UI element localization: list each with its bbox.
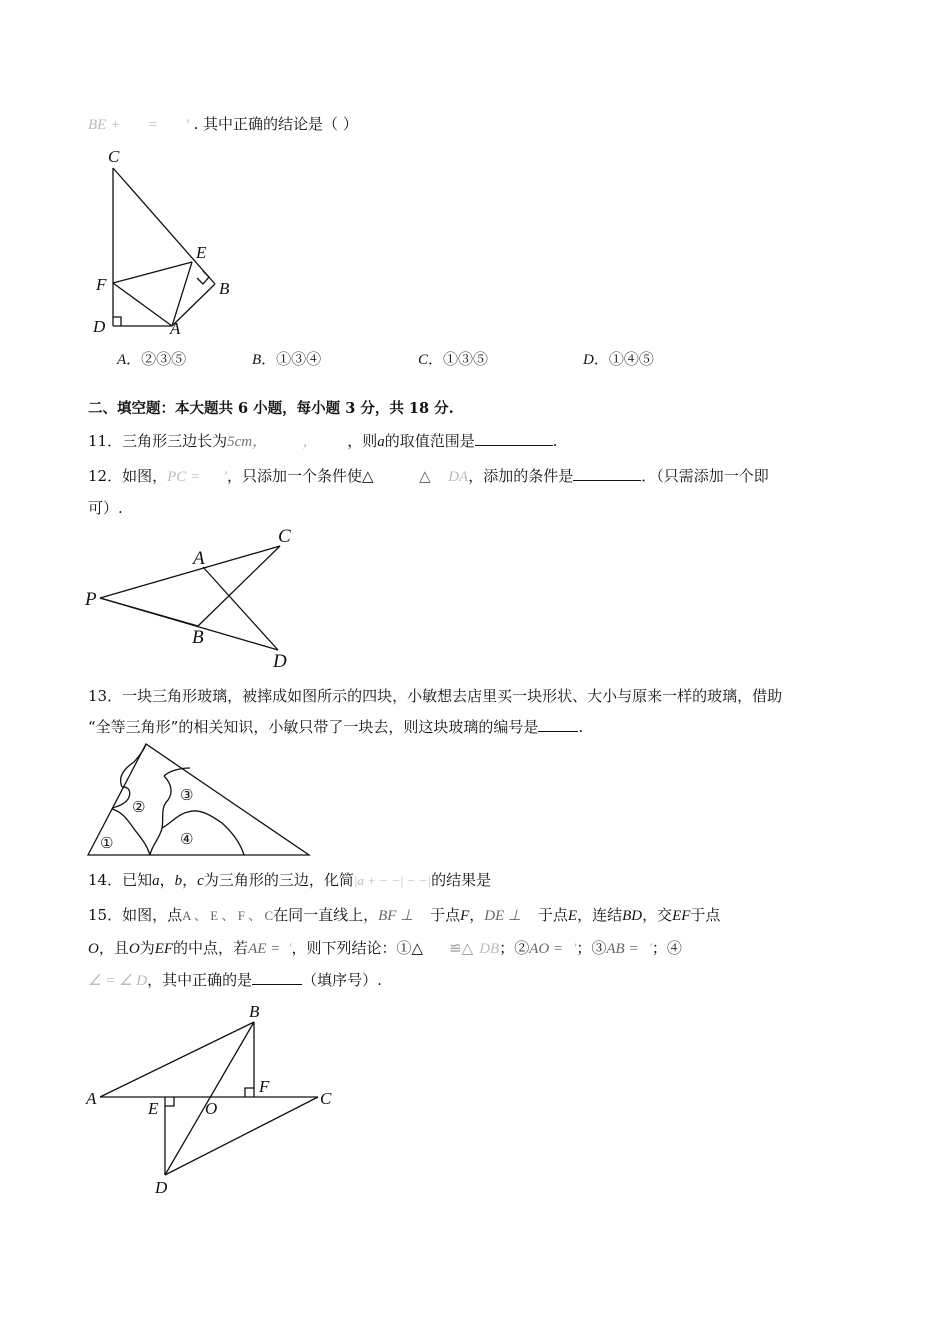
question-15-line2: O，且O为EF的中点，若AE = ′，则下列结论：①△ ≌△ DB；②AO = ′；③AB = ′；④	[88, 939, 682, 957]
fig4-label-f: F	[259, 1077, 270, 1096]
fig4-label-o: O	[205, 1099, 218, 1118]
glass-piece-1: ①	[100, 834, 114, 852]
question-15-line1: 15．如图，点A 、 E 、 F 、 C在同一直线上，BF ⊥ 于点F，DE ⊥ 于点E，连结BD，交EF于点	[88, 906, 721, 924]
glass-piece-3: ③	[180, 786, 194, 804]
q10-prompt: . 其中正确的结论是（ ）	[193, 115, 358, 133]
section-2-title: 二、填空题：本大题共 6 小题，每小题 3 分，共 18 分.	[88, 400, 454, 417]
question-12-line2: 可）.	[88, 499, 123, 517]
question-14: 14．已知a，b，c为三角形的三边，化简|a + − −| − −|的结果是	[88, 871, 492, 889]
fig4-label-d: D	[155, 1178, 168, 1197]
fig2-label-a: A	[193, 548, 205, 569]
fig4-label-e: E	[148, 1099, 159, 1118]
question-15-line3: ∠ = ∠ D，其中正确的是 （填序号）.	[88, 971, 382, 989]
glass-piece-2: ②	[132, 798, 146, 816]
fig2-label-c: C	[278, 526, 291, 547]
fig1-label-b: B	[219, 279, 230, 298]
fig2-label-p: P	[85, 589, 97, 610]
fig1-label-a: A	[170, 319, 181, 338]
fig1-label-c: C	[108, 147, 120, 166]
q10-option-c[interactable]: C．①③⑤	[418, 350, 489, 368]
question-13-line1: 13．一块三角形玻璃，被摔成如图所示的四块，小敏想去店里买一块形状、大小与原来一样的玻璃，借助	[88, 687, 783, 705]
q10-tail: BE + = ′ . 其中正确的结论是（ ）	[88, 115, 358, 133]
fig4-label-a: A	[86, 1089, 97, 1108]
fig2-label-d: D	[273, 651, 287, 672]
fig1-label-f: F	[96, 275, 107, 294]
q10-expr-faint: BE +	[88, 117, 121, 133]
q10-option-b[interactable]: B．①③④	[252, 350, 322, 368]
fig4-label-b: B	[249, 1002, 260, 1021]
q10-option-d[interactable]: D．①④⑤	[583, 350, 654, 368]
question-11: 11．三角形三边长为5cm， ， ，则a的取值范围是 .	[88, 432, 558, 450]
fig1-label-e: E	[196, 243, 207, 262]
fig1-label-d: D	[93, 317, 106, 336]
question-13-line2: “全等三角形”的相关知识，小敏只带了一块去，则这块玻璃的编号是 .	[88, 718, 584, 736]
fig4-label-c: C	[320, 1089, 332, 1108]
q10-option-a[interactable]: A．②③⑤	[117, 350, 187, 368]
question-12: 12．如图，PC = ′，只添加一个条件使△ △ DA，添加的条件是 ．（只需添加一个即	[88, 467, 769, 485]
glass-piece-4: ④	[180, 830, 194, 848]
fig2-label-b: B	[192, 627, 204, 648]
